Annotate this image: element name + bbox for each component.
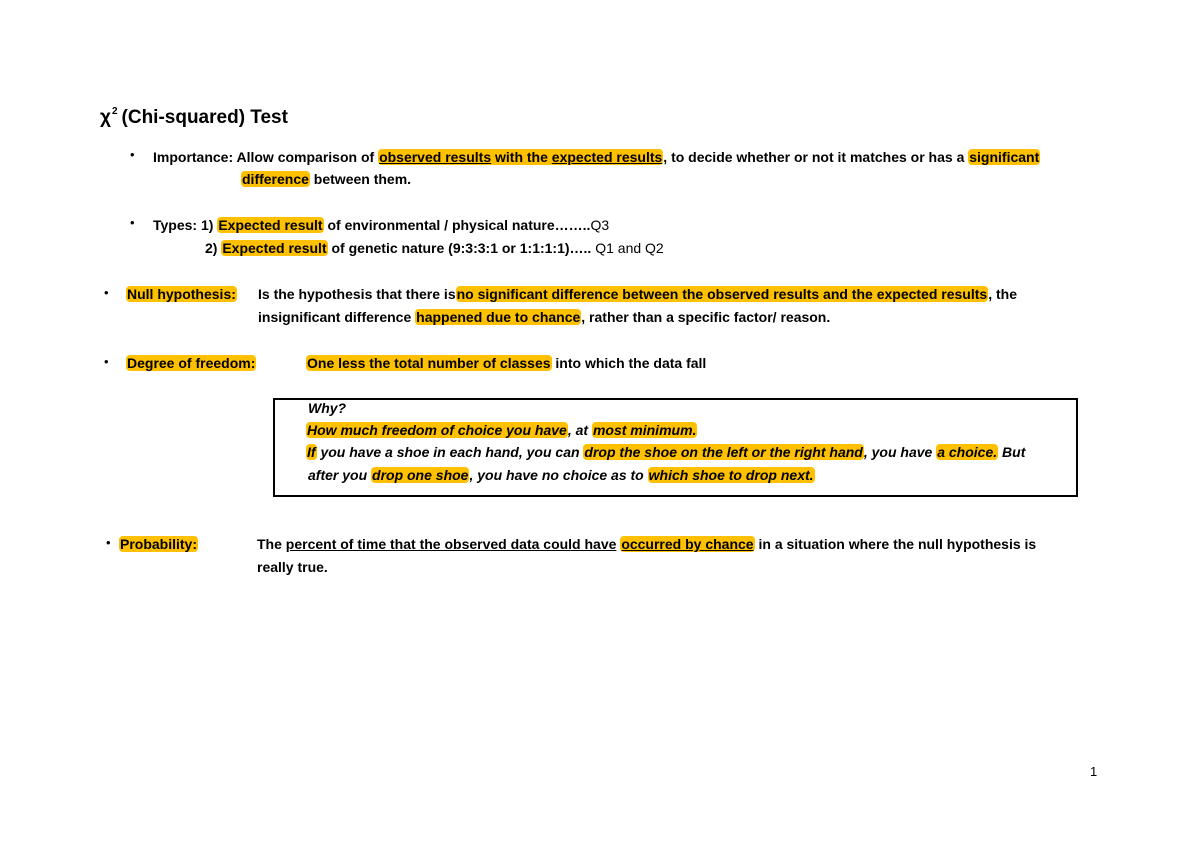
types-line-2: [205, 237, 664, 259]
importance-significant: significant: [969, 149, 1040, 165]
bullet-degree-of-freedom: •: [104, 354, 109, 369]
probability-line-1: [257, 533, 1036, 555]
why-which-shoe: which shoe to drop next.: [648, 467, 814, 483]
probability-underlined: percent of time that the observed data could have: [285, 536, 617, 552]
probability-post: in a situation where the null hypothesis is: [754, 536, 1037, 552]
why-but: But: [998, 444, 1026, 460]
why-drop-one-shoe: drop one shoe: [372, 467, 469, 483]
page-number: 1: [1090, 764, 1098, 779]
degree-of-freedom-label: [126, 352, 256, 374]
null-hypothesis-line-2: [258, 306, 830, 328]
probability-pre: The: [257, 536, 286, 552]
null-hypothesis-rather: , rather than a specific factor/ reason.: [581, 309, 831, 325]
why-after-you: after you: [308, 467, 368, 483]
degree-of-freedom-term: Degree of freedom:: [127, 355, 256, 371]
degree-of-freedom-highlight: One less the total number of classes: [307, 355, 551, 371]
null-hypothesis-insignificant: insignificant difference: [258, 309, 412, 325]
types-line-1: [153, 214, 609, 236]
importance-highlight-results: [378, 149, 663, 165]
types-ref-1: Q3: [590, 217, 610, 233]
probability-chance: occurred by chance: [621, 536, 754, 552]
why-a-choice: a choice.: [937, 444, 998, 460]
page-title: [100, 106, 288, 129]
bullet-null-hypothesis: •: [104, 285, 109, 300]
why-if: If: [307, 444, 316, 460]
probability-label: [119, 533, 198, 555]
why-freedom-of-choice: How much freedom of choice you have: [307, 422, 567, 438]
why-box-line-4: [308, 464, 815, 486]
chi-symbol: χ: [100, 107, 111, 128]
null-hypothesis-line-1: [258, 283, 1017, 305]
why-shoe-text: you have a shoe in each hand, you can: [316, 444, 580, 460]
null-hypothesis-term: Null hypothesis:: [127, 286, 236, 302]
probability-term: Probability:: [120, 536, 198, 552]
degree-of-freedom-rest: into which the data fall: [551, 355, 707, 371]
why-box-line-2: [306, 419, 697, 441]
null-hypothesis-post: , the: [988, 286, 1017, 302]
importance-mid: , to decide whether or not it matches or has a: [663, 149, 965, 165]
why-you-have: , you have: [863, 444, 933, 460]
types-label-2: 2): [205, 240, 218, 256]
importance-label: Importance: Allow comparison of: [153, 149, 375, 165]
types-rest-2: of genetic nature (9:3:3:1 or 1:1:1:1)…..: [327, 240, 592, 256]
why-most-minimum: most minimum.: [592, 422, 697, 438]
types-expected-result-1: Expected result: [218, 217, 323, 233]
importance-with-the: with the: [491, 149, 552, 165]
why-box-line-1: Why?: [308, 400, 347, 416]
why-at: , at: [567, 422, 589, 438]
why-box-line-3: [306, 441, 1025, 463]
types-ref-2: Q1 and Q2: [591, 240, 664, 256]
null-hypothesis-label: [126, 283, 237, 305]
types-expected-result-2: Expected result: [222, 240, 327, 256]
why-no-choice: , you have no choice as to: [469, 467, 644, 483]
types-label: Types: 1): [153, 217, 214, 233]
null-hypothesis-chance: happened due to chance: [416, 309, 581, 325]
null-hypothesis-highlight: no significant difference between the observed results and the expected results: [456, 286, 988, 302]
why-drop-shoe: drop the shoe on the left or the right hand: [584, 444, 863, 460]
chi-exponent: 2: [111, 106, 118, 117]
importance-between: between them.: [309, 171, 412, 187]
importance-difference: difference: [242, 171, 309, 187]
probability-line-2: really true.: [257, 559, 328, 575]
null-hypothesis-pre: Is the hypothesis that there is: [258, 286, 456, 302]
observed-results: observed results: [379, 149, 492, 165]
bullet-importance: •: [130, 147, 135, 162]
importance-line-2: [241, 168, 411, 190]
expected-results: expected results: [551, 149, 663, 165]
importance-line-1: [153, 146, 1040, 168]
bullet-probability: •: [106, 535, 111, 550]
title-text: (Chi-squared) Test: [121, 107, 288, 128]
bullet-types: •: [130, 215, 135, 230]
types-rest-1: of environmental / physical nature……..: [323, 217, 591, 233]
degree-of-freedom-definition: [306, 352, 706, 374]
